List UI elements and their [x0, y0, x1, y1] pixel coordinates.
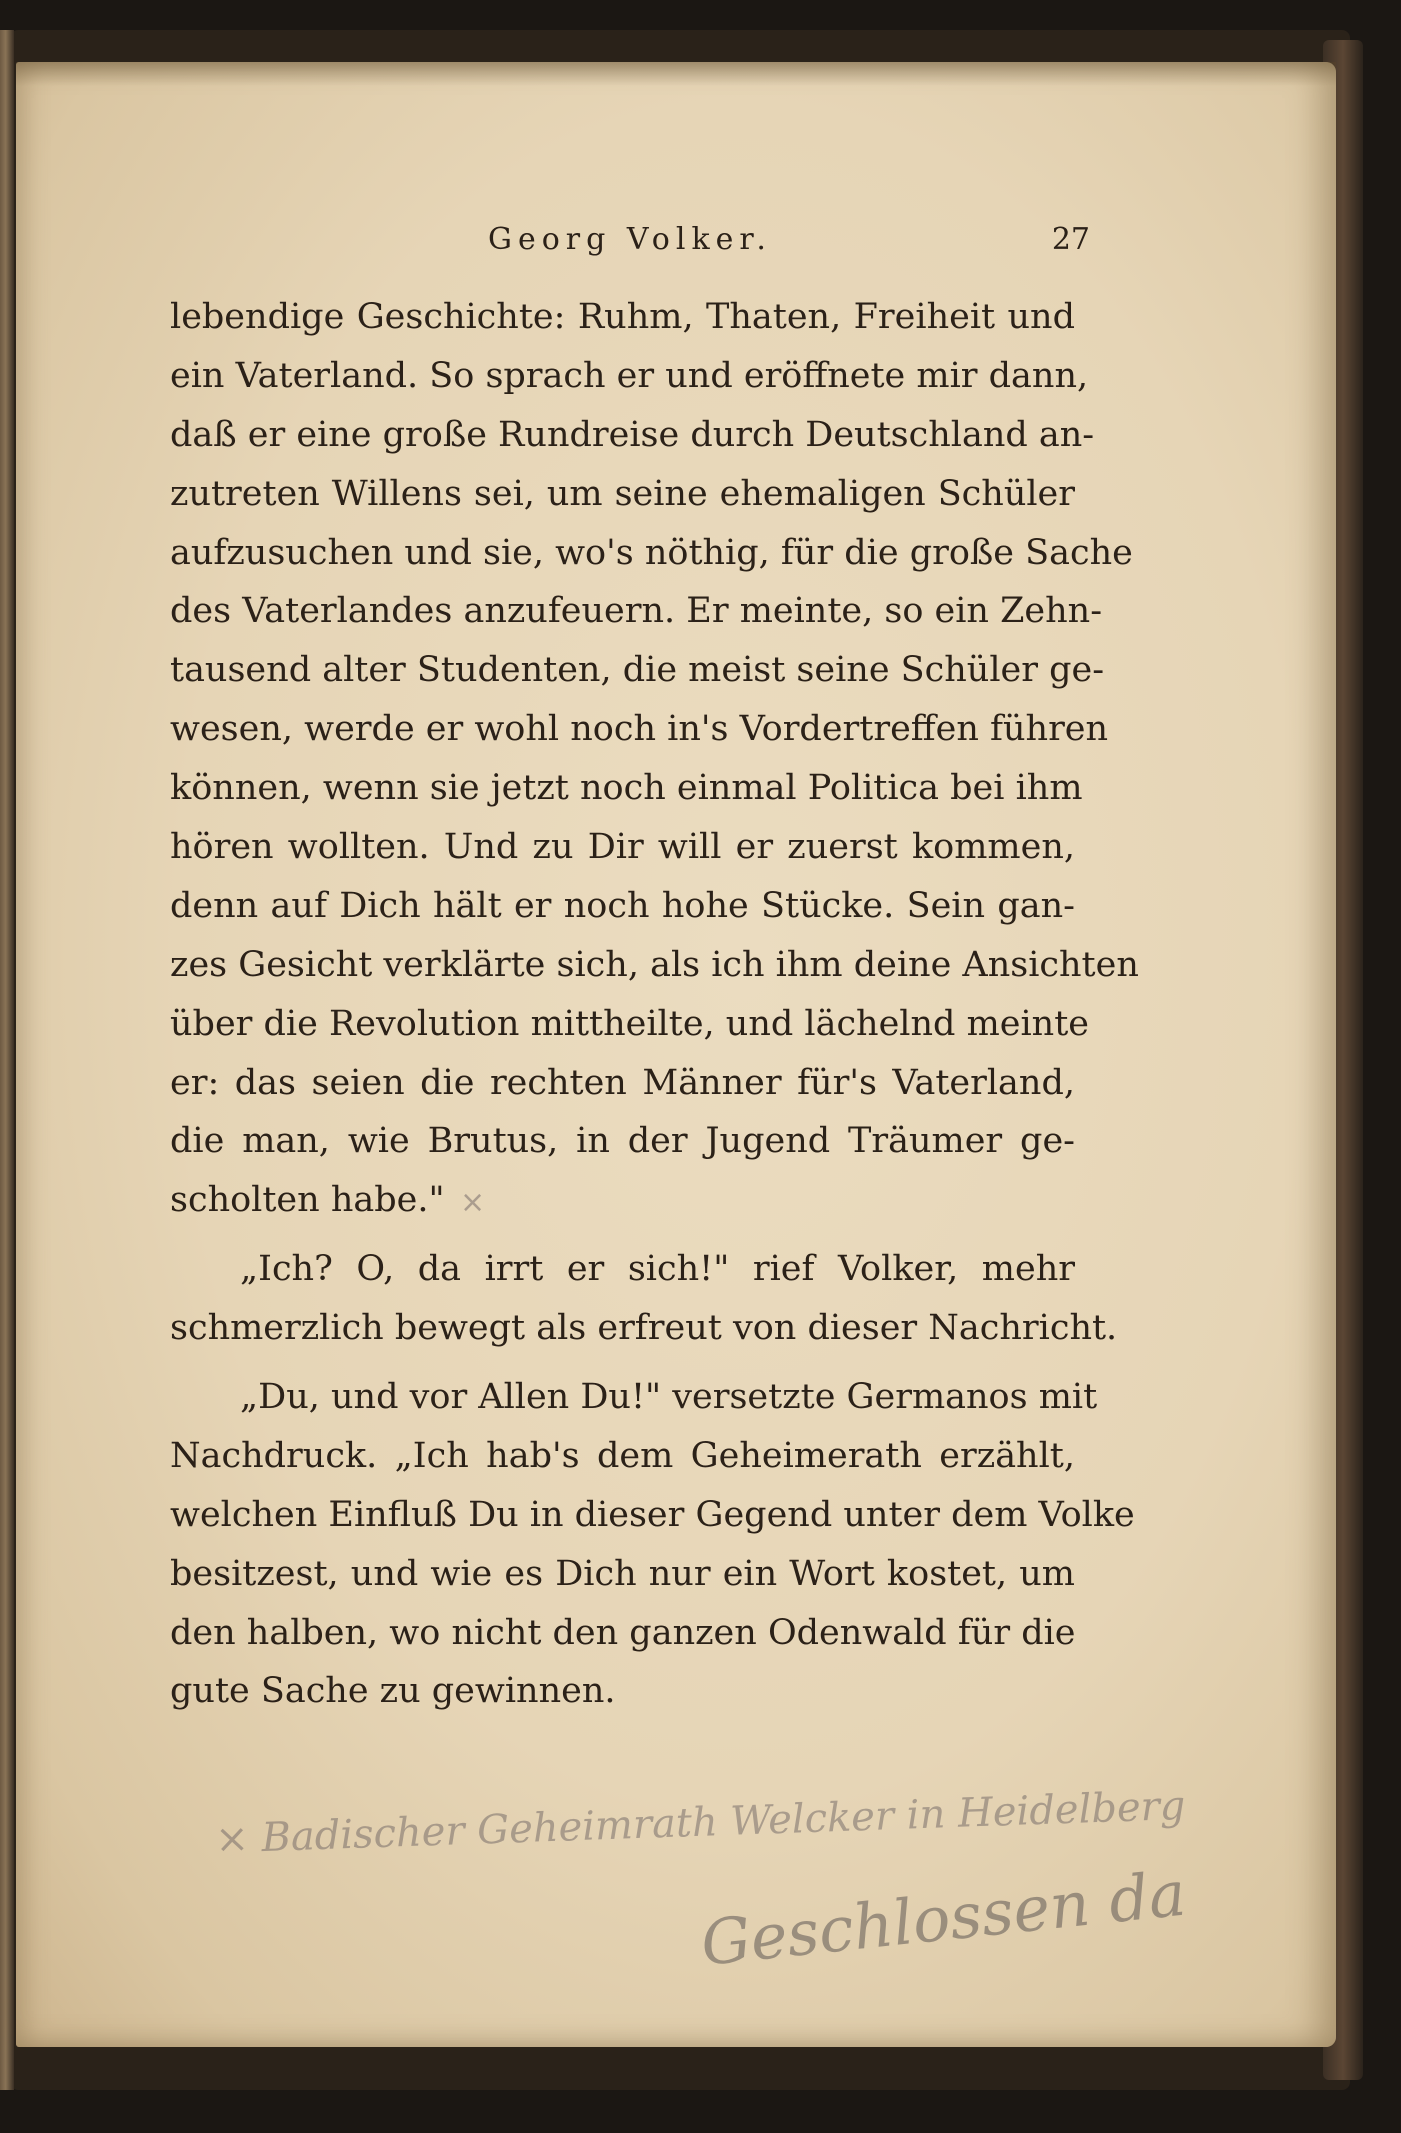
- text-line: können, wenn sie jetzt noch einmal Politica bei ihm: [170, 768, 1083, 809]
- text-line: tausend alter Studenten, die meist seine Schüler ge-: [170, 650, 1105, 691]
- text-line: lebendige Geschichte: Ruhm, Thaten, Freiheit und: [170, 297, 1075, 337]
- text-line: besitzest, und wie es Dich nur ein Wort kostet, um: [170, 1553, 1075, 1594]
- paragraph-1: [170, 288, 1139, 1230]
- handwritten-note: Geschlossen da: [697, 1856, 1190, 1980]
- handwritten-note: × Badischer Geheimrath Welcker in Heidelberg: [214, 1782, 1187, 1863]
- page-stack-edge: [0, 30, 14, 2090]
- text-line: welchen Einfluß Du in dieser Gegend unter dem Volke: [170, 1494, 1135, 1535]
- text-line: „Ich? O, da irrt er sich!" rief Volker, mehr: [240, 1249, 1075, 1290]
- page-number: 27: [1051, 222, 1090, 257]
- text-line: des Vaterlandes anzufeuern. Er meinte, so ein Zehn-: [170, 591, 1103, 632]
- running-title: Georg Volker.: [488, 222, 772, 257]
- text-line: wesen, werde er wohl noch in's Vordertreffen führen: [170, 709, 1109, 750]
- text-line: „Du, und vor Allen Du!" versetzte Germanos mit: [240, 1377, 1098, 1418]
- text-line: den halben, wo nicht den ganzen Odenwald für die: [170, 1612, 1076, 1653]
- text-line: die man, wie Brutus, in der Jugend Träumer ge-: [170, 1121, 1075, 1162]
- text-line: er: das seien die rechten Männer für's Vaterland,: [170, 1062, 1075, 1103]
- page-shadow: [16, 62, 1336, 86]
- pencil-mark: ×: [460, 1185, 486, 1220]
- text-line: zes Gesicht verklärte sich, als ich ihm deine Ansichten: [170, 944, 1139, 985]
- text-line: über die Revolution mittheilte, und lächelnd meinte: [170, 1003, 1089, 1044]
- text-line: zutreten Willens sei, um seine ehemaligen Schüler: [170, 473, 1075, 514]
- body-text: [170, 288, 1139, 1721]
- text-line: schmerzlich bewegt als erfreut von dieser Nachricht.: [170, 1308, 1118, 1349]
- text-line: gute Sache zu gewinnen.: [170, 1671, 616, 1712]
- text-line: denn auf Dich hält er noch hohe Stücke. Sein gan-: [170, 885, 1075, 926]
- text-line: daß er eine große Rundreise durch Deutschland an-: [170, 414, 1095, 455]
- text-line: scholten habe.": [170, 1180, 445, 1221]
- text-line: hören wollten. Und zu Dir will er zuerst kommen,: [170, 827, 1075, 868]
- paragraph-2: [170, 1240, 1118, 1358]
- text-line: ein Vaterland. So sprach er und eröffnete mir dann,: [170, 355, 1089, 396]
- text-line: Nachdruck. „Ich hab's dem Geheimerath erzählt,: [170, 1435, 1075, 1476]
- text-line: aufzusuchen und sie, wo's nöthig, für die große Sache: [170, 532, 1133, 573]
- paragraph-3: [170, 1368, 1135, 1721]
